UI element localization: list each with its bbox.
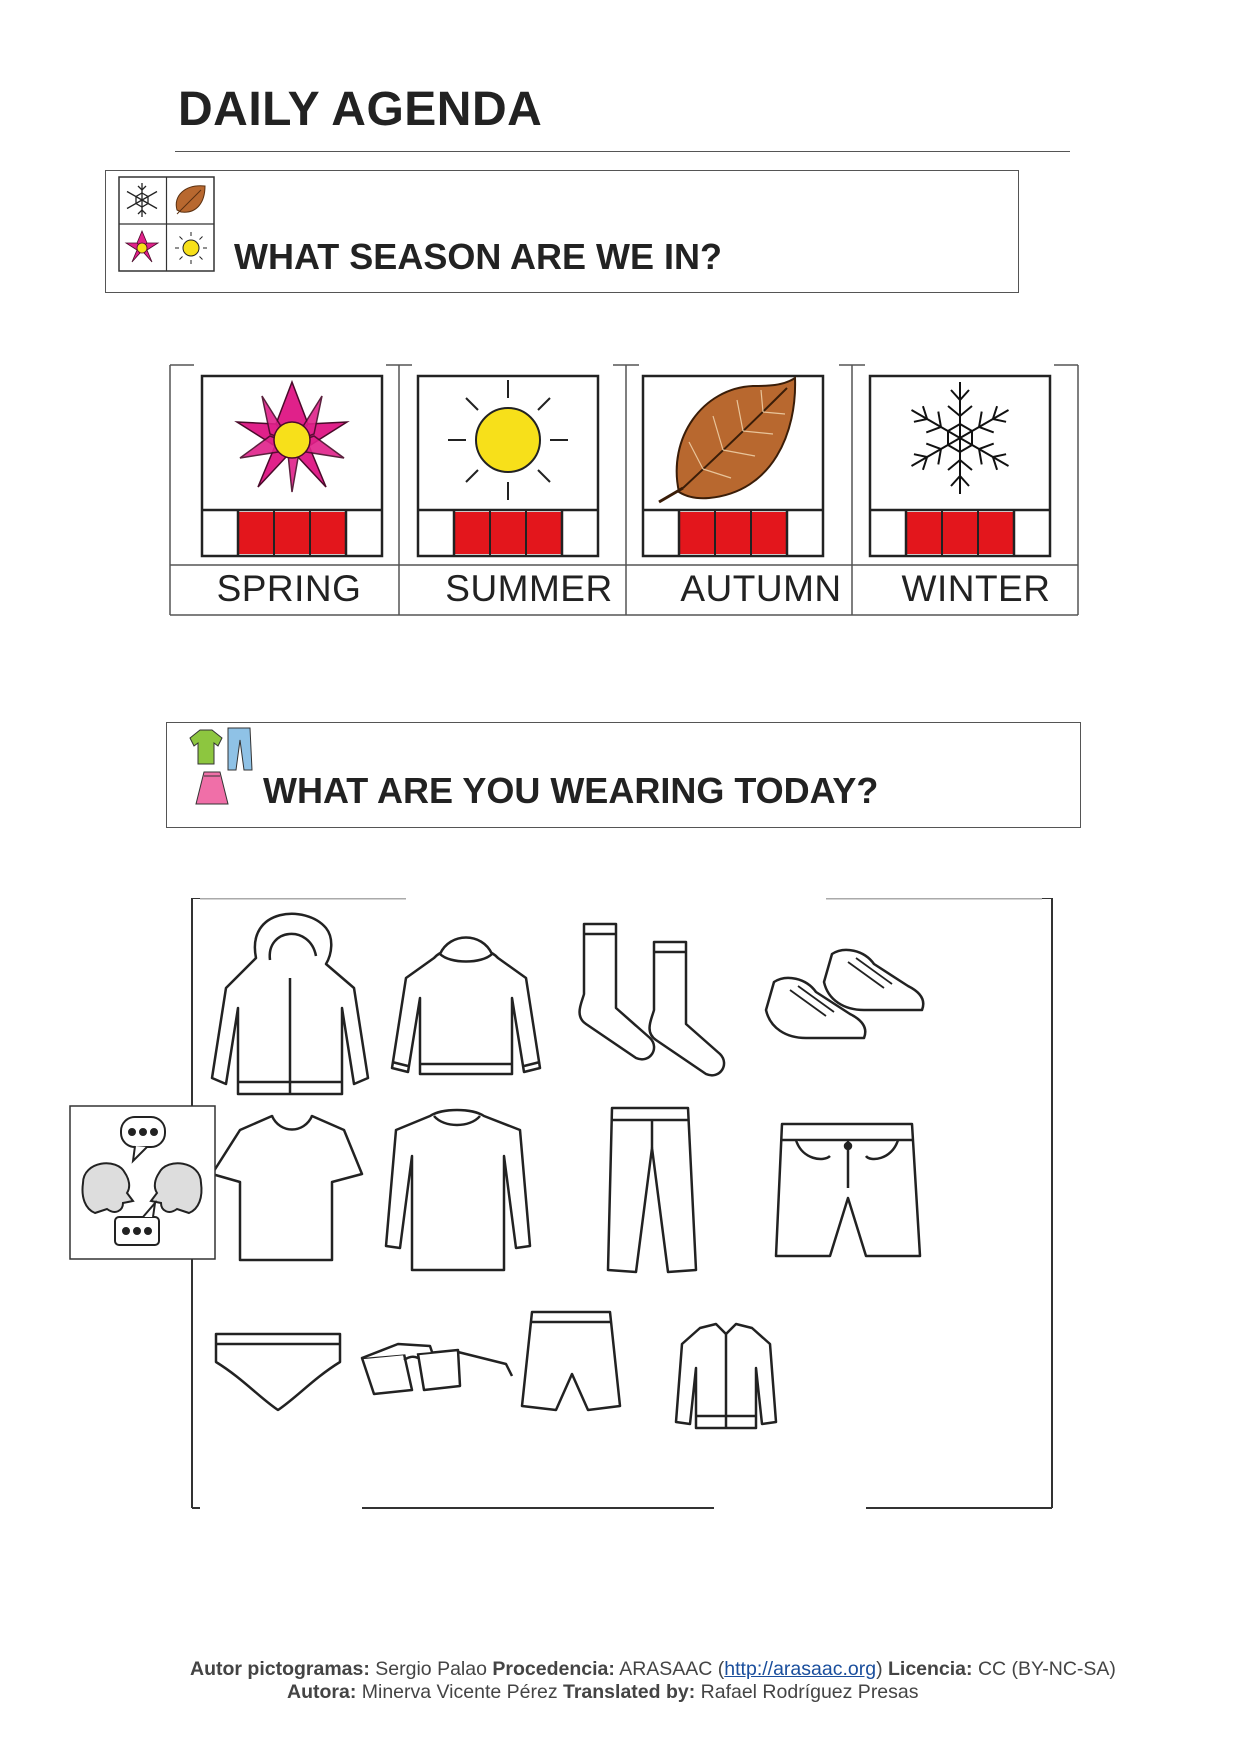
season-question: WHAT SEASON ARE WE IN? (234, 236, 722, 277)
footer-credits-line1 (190, 1658, 1116, 1681)
talking-heads-icon (69, 1105, 216, 1260)
summer-card[interactable] (416, 374, 600, 558)
season-bar (454, 510, 562, 556)
page-title: DAILY AGENDA (178, 83, 543, 136)
underpants-icon (216, 1334, 340, 1410)
season-bar (679, 510, 787, 556)
footer-credits-line2 (287, 1681, 919, 1704)
translated-value: Rafael Rodríguez Presas (700, 1681, 919, 1703)
hoodie-icon (212, 914, 368, 1094)
season-label-winter: WINTER (901, 568, 1051, 609)
source-link[interactable]: http://arasaac.org (724, 1658, 877, 1680)
season-label-autumn: AUTUMN (680, 568, 842, 609)
translated-label: Translated by: (563, 1681, 696, 1703)
sweater-icon (392, 938, 540, 1075)
clothing-question: WHAT ARE YOU WEARING TODAY? (263, 770, 879, 811)
source-value-pre: ARASAAC ( (619, 1658, 725, 1680)
season-bar (906, 510, 1014, 556)
season-label-spring: SPRING (216, 568, 362, 609)
sun-icon (448, 380, 568, 500)
sunglasses-icon (362, 1344, 512, 1394)
clothing-options-grid (186, 898, 1061, 1510)
license-label: Licencia: (887, 1658, 973, 1680)
trousers-icon (608, 1108, 696, 1272)
clothes-icon (186, 726, 256, 808)
autumn-card[interactable] (641, 374, 825, 558)
spring-card[interactable] (200, 374, 384, 558)
seasons-icon (118, 176, 215, 272)
season-label-summer: SUMMER (445, 568, 613, 609)
t-shirt-icon (212, 1116, 362, 1260)
authoress-label: Autora: (287, 1681, 357, 1703)
license-value: CC (BY-NC-SA) (977, 1658, 1116, 1680)
swim-shorts-icon (522, 1312, 620, 1410)
long-sleeve-shirt-icon (386, 1110, 530, 1270)
shorts-icon (776, 1124, 920, 1256)
author-label: Autor pictogramas: (190, 1658, 370, 1680)
winter-card[interactable] (868, 374, 1052, 558)
season-bar (238, 510, 346, 556)
source-value-post: ) (876, 1658, 883, 1680)
title-divider (175, 151, 1070, 152)
authoress-value: Minerva Vicente Pérez (361, 1681, 558, 1703)
author-value: Sergio Palao (375, 1658, 487, 1680)
jacket-icon (676, 1324, 776, 1428)
sneakers-icon (766, 950, 923, 1038)
source-label: Procedencia: (492, 1658, 615, 1680)
socks-icon (580, 924, 725, 1075)
